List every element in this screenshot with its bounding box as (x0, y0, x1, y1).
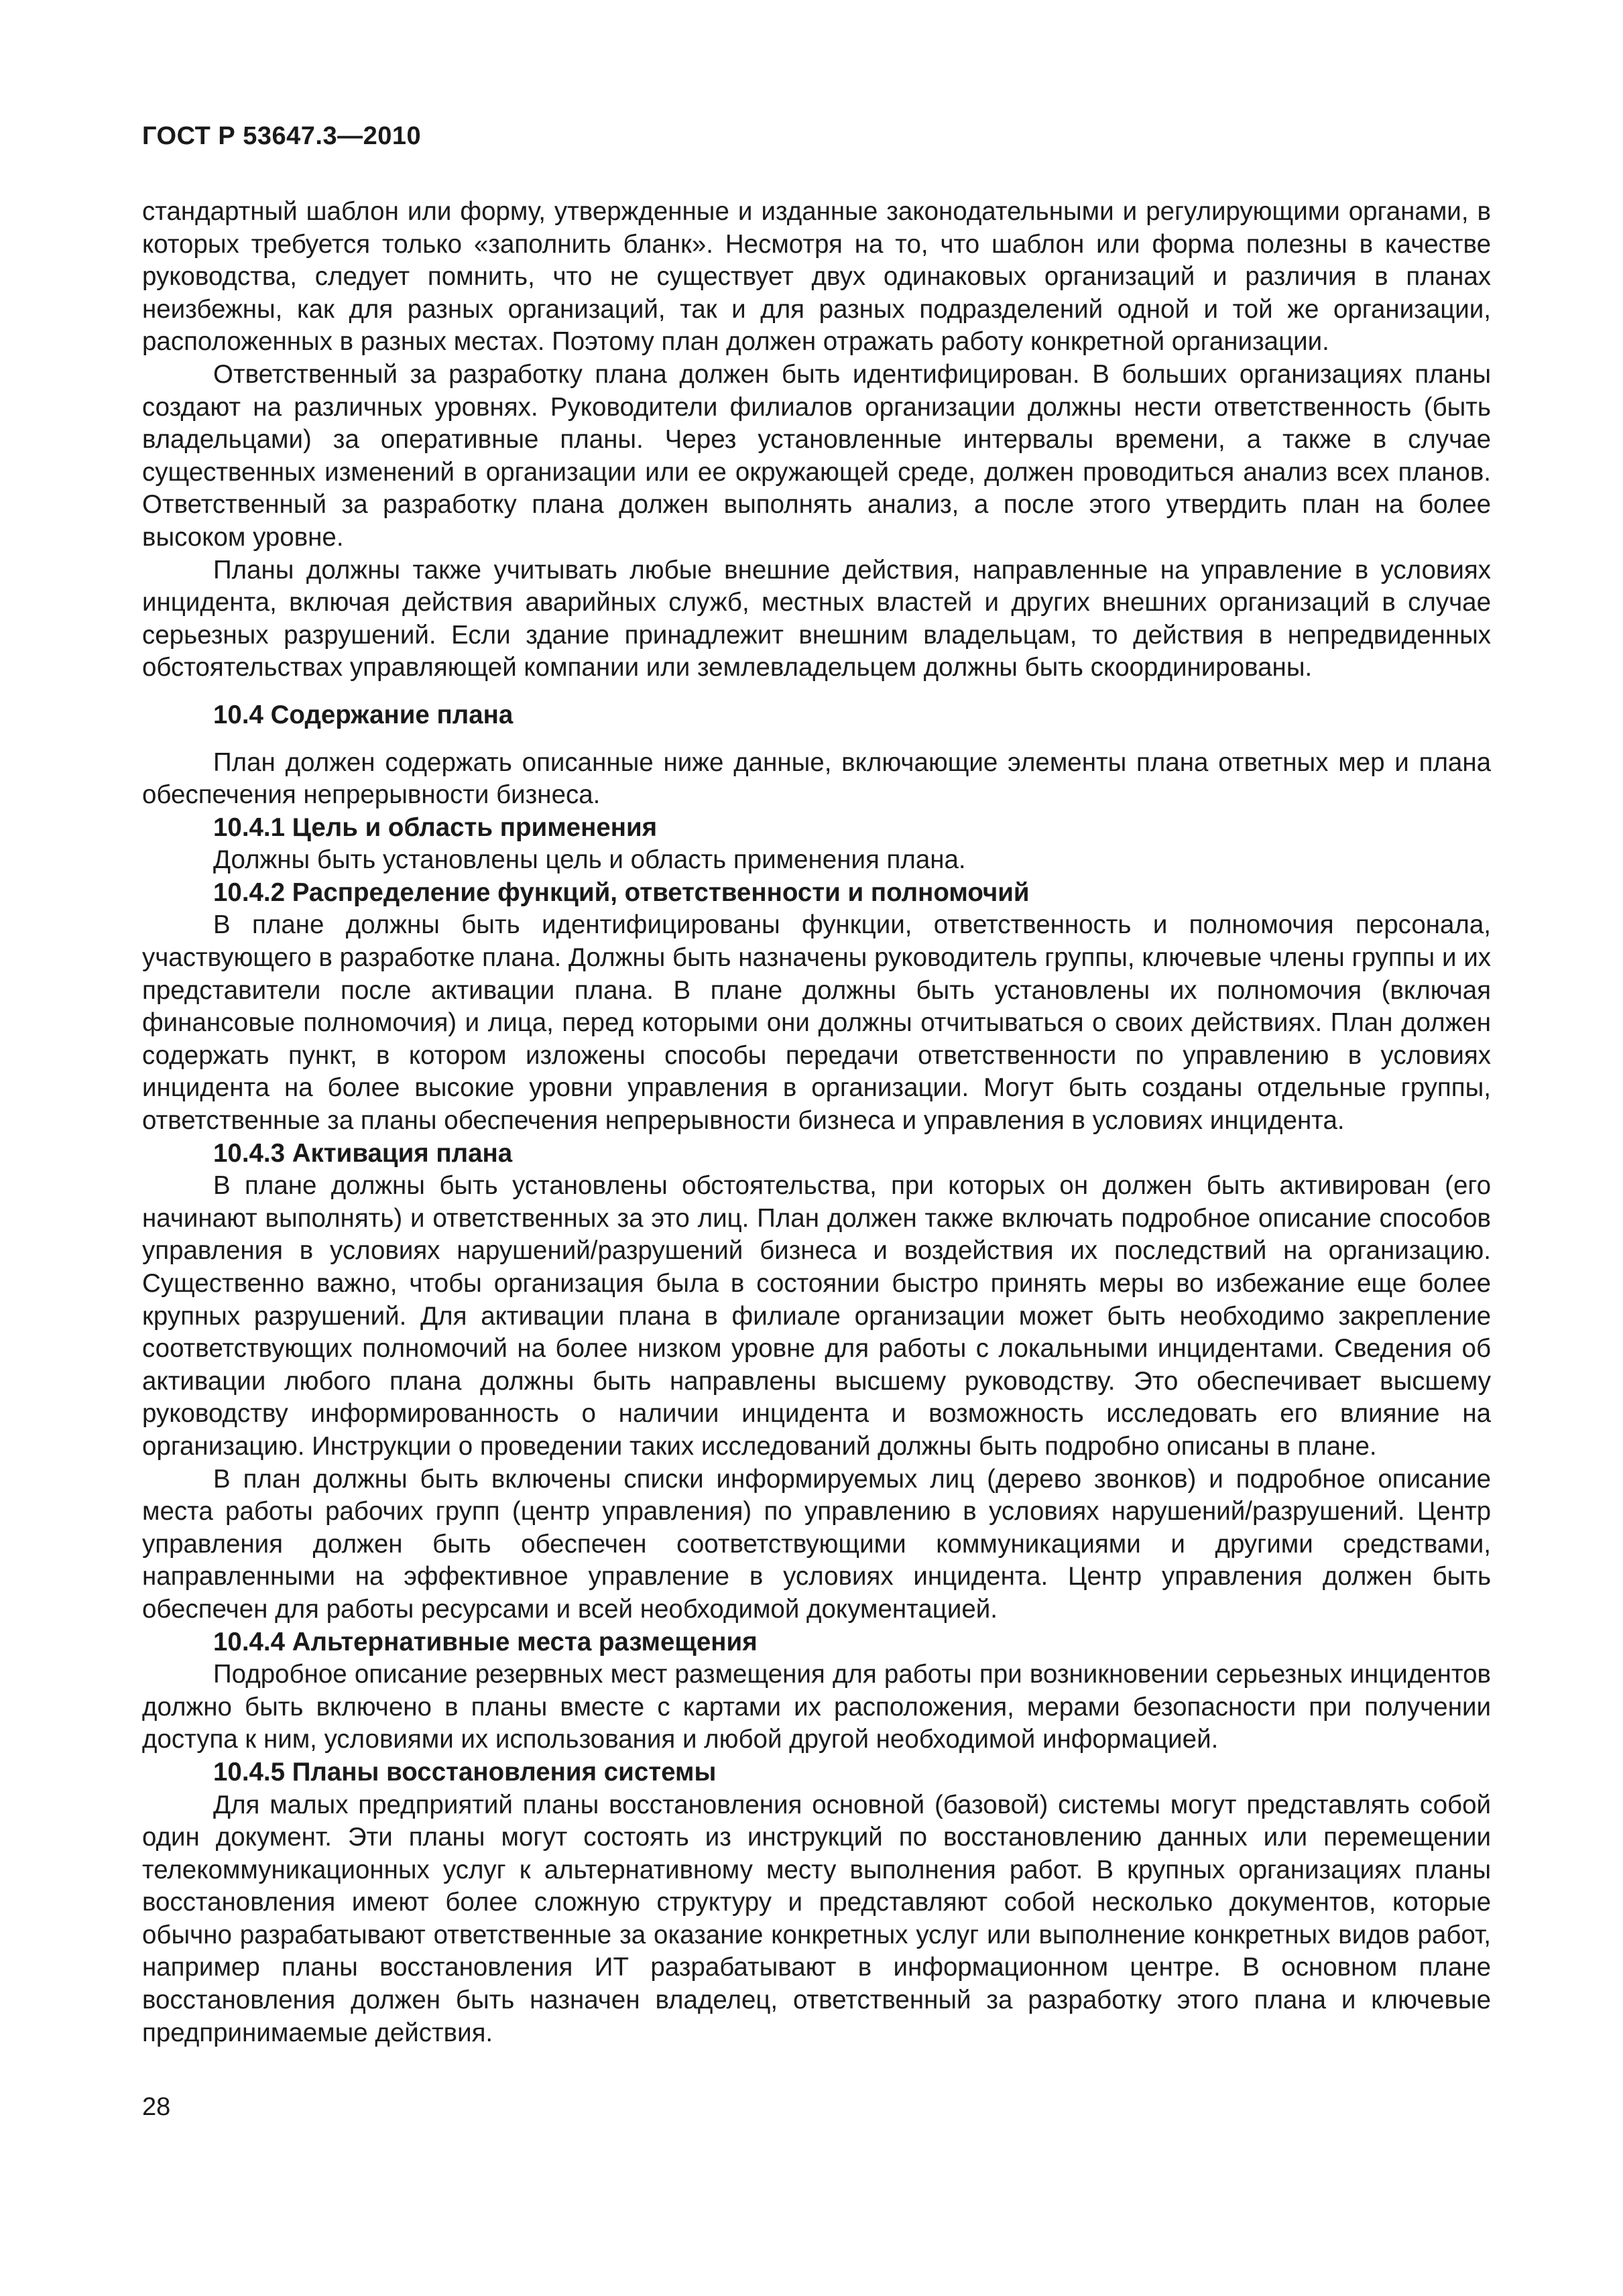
paragraph: Ответственный за разработку плана должен быть идентифицирован. В больших организациях планы создают на различных уровнях. Руководители филиалов организации должны нести ответственность (быть владельцами) за оперативные планы. Через установленные интервалы времени, а также в случае существенных изменений в организации или ее окружающей среде, должен проводиться анализ всех планов. Ответственный за разработку плана должен выполнять анализ, а после этого утвердить план на более высоком уровне. (142, 359, 1491, 552)
subsection-heading: 10.4.5 Планы восстановления системы (213, 1757, 717, 1787)
section-heading: 10.4 Содержание плана (213, 700, 514, 729)
page-body (142, 196, 1491, 2049)
paragraph: Для малых предприятий планы восстановления основной (базовой) системы могут представлять собой один документ. Эти планы могут состоять из инструкций по восстановлению данных или перемещении телекоммуникационных услуг к альтернативному месту выполнения работ. В крупных организациях планы восстановления имеют более сложную структуру и представляют собой несколько документов, которые обычно разрабатывают ответственные за оказание конкретных услуг или выполнение конкретных видов работ, например планы восстановления ИТ разрабатывают в информационном центре. В основном плане восстановления должен быть назначен владелец, ответственный за разработку этого плана и ключевые предпринимаемые действия. (142, 1790, 1491, 2047)
paragraph: стандартный шаблон или форму, утвержденные и изданные законодательными и регулирующими органами, в которых требуется только «заполнить бланк». Несмотря на то, что шаблон или форма полезны в качестве руководства, следует помнить, что не существует двух одинаковых организаций и различия в планах неизбежны, как для разных организаций, так и для разных подразделений одной и той же организации, расположенных в разных местах. Поэтому план должен отражать работу конкретной организации. (142, 197, 1491, 357)
subsection-heading: 10.4.1 Цель и область применения (213, 812, 658, 842)
paragraph: План должен содержать описанные ниже данные, включающие элементы плана ответных мер и плана обеспечения непрерывности бизнеса. (142, 747, 1491, 810)
paragraph: Должны быть установлены цель и область применения плана. (213, 845, 966, 875)
paragraph: В плане должны быть идентифицированы функции, ответственность и полномочия персонала, участвующего в разработке плана. Должны быть назначены руководитель группы, ключевые члены группы и их представители после активации плана. В плане должны быть установлены их полномочия (включая финансовые полномочия) и лица, перед которыми они должны отчитываться о своих действиях. План должен содержать пункт, в котором изложены способы передачи ответственности по управлению в условиях инцидента на более высокие уровни управления в организации. Могут быть созданы отдельные группы, ответственные за планы обеспечения непрерывности бизнеса и управления в условиях инцидента. (142, 910, 1491, 1136)
subsection-heading: 10.4.3 Активация плана (213, 1138, 513, 1168)
document-code: ГОСТ Р 53647.3—2010 (142, 122, 422, 150)
paragraph: Планы должны также учитывать любые внешние действия, направленные на управление в условиях инцидента, включая действия аварийных служб, местных властей и других внешних организаций в случае серьезных разрушений. Если здание принадлежит внешним владельцам, то действия в непредвиденных обстоятельствах управляющей компании или землевладельцем должны быть скоординированы. (142, 555, 1491, 682)
paragraph: В план должны быть включены списки информируемых лиц (дерево звонков) и подробное описание места работы рабочих групп (центр управления) по управлению в условиях нарушений/разрушений. Центр управления должен быть обеспечен соответствующими коммуникациями и другими средствами, направленными на эффективное управление в условиях инцидента. Центр управления должен быть обеспечен для работы ресурсами и всей необходимой документацией. (142, 1464, 1491, 1624)
subsection-heading: 10.4.2 Распределение функций, ответственности и полномочий (213, 878, 1030, 907)
paragraph: Подробное описание резервных мест размещения для работы при возникновении серьезных инцидентов должно быть включено в планы вместе с картами их расположения, мерами безопасности при получении доступа к ним, условиями их использования и любой другой необходимой информацией. (142, 1660, 1491, 1754)
page-number: 28 (142, 2093, 171, 2121)
paragraph: В плане должны быть установлены обстоятельства, при которых он должен быть активирован (его начинают выполнять) и ответственных за это лиц. План должен также включать подробное описание способов управления в условиях нарушений/разрушений бизнеса и воздействия их последствий на организацию. Существенно важно, чтобы организация была в состоянии быстро принять меры во избежание еще более крупных разрушений. Для активации плана в филиале организации может быть необходимо закрепление соответствующих полномочий на более низком уровне для работы с локальными инцидентами. Сведения об активации любого плана должны быть направлены высшему руководству. Это обеспечивает высшему руководству информированность о наличии инцидента и возможность исследовать его влияние на организацию. Инструкции о проведении таких исследований должны быть подробно описаны в плане. (142, 1171, 1491, 1461)
subsection-heading: 10.4.4 Альтернативные места размещения (213, 1627, 758, 1656)
